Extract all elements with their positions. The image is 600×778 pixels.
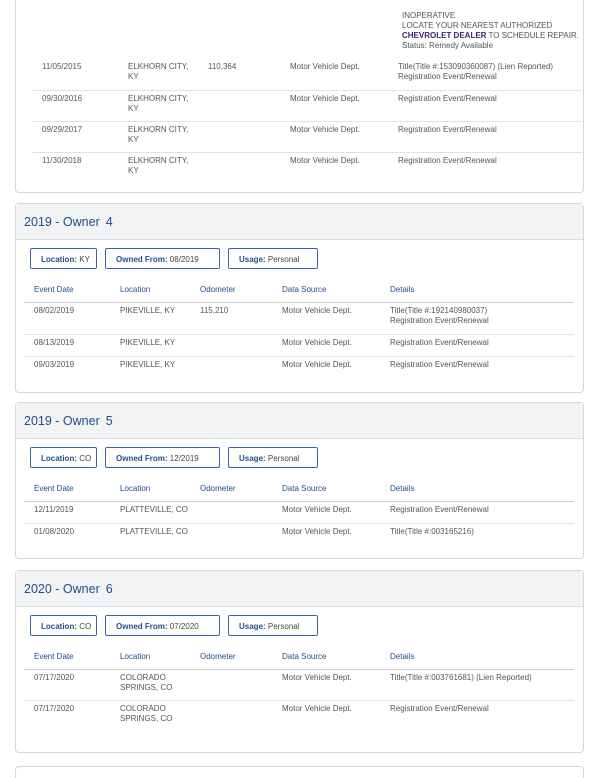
usage-pill: Usage: Personal xyxy=(228,248,318,269)
next-owner-card-edge xyxy=(15,766,584,778)
details-cell: Title(Title #:003165216) xyxy=(390,526,474,536)
column-header: Event Date xyxy=(24,645,110,669)
table-row xyxy=(24,334,574,356)
column-header: Odometer xyxy=(190,278,272,302)
details-cell: Title(Title #:003761681) (Lien Reported) xyxy=(380,669,574,700)
details-cell: Registration Event/Renewal xyxy=(388,90,582,121)
owner-number: 5 xyxy=(105,413,113,428)
odometer-cell: 110,364 xyxy=(198,59,280,90)
event-date-cell: 01/08/2020 xyxy=(34,526,75,536)
table-row xyxy=(32,152,582,183)
odometer-cell xyxy=(190,501,272,523)
data-source-cell: Motor Vehicle Dept. xyxy=(282,526,352,536)
table-row xyxy=(32,59,582,90)
details-cell: Registration Event/Renewal xyxy=(380,334,574,356)
recall-status: Status: Remedy Available xyxy=(402,41,494,50)
table-row xyxy=(24,356,574,378)
data-source-cell: Motor Vehicle Dept. xyxy=(272,302,380,334)
event-date-cell: 09/29/2017 xyxy=(32,121,118,152)
event-date-cell: 08/13/2019 xyxy=(24,334,110,356)
table-row xyxy=(32,121,582,152)
column-header: Details xyxy=(380,645,574,669)
odometer-cell: 115,210 xyxy=(190,302,272,334)
column-header: Data Source xyxy=(272,477,380,501)
details-cell: Registration Event/Renewal xyxy=(398,155,497,165)
column-header: Event Date xyxy=(24,278,110,302)
odometer-cell xyxy=(198,152,280,183)
location-cell: PIKEVILLE, KY xyxy=(110,334,190,356)
table-header-row xyxy=(24,645,574,669)
owner-title: 2020 - Owner xyxy=(24,581,100,596)
column-header: Data Source xyxy=(272,278,380,302)
column-header: Odometer xyxy=(190,645,272,669)
column-header: Details xyxy=(380,477,574,501)
column-header: Odometer xyxy=(190,477,272,501)
location-cell: ELKHORN CITY, KY xyxy=(118,90,198,121)
event-date-cell: 09/30/2016 xyxy=(32,90,118,121)
details-cell: Title(Title #:192140980037) Registration Event/Renewal xyxy=(380,302,574,334)
owned-from-pill: Owned From: 08/2019 xyxy=(105,248,220,269)
location-cell: PLATTEVILLE, CO xyxy=(120,526,188,536)
odometer-cell xyxy=(190,334,272,356)
table-row xyxy=(24,669,574,700)
data-source-cell: Motor Vehicle Dept. xyxy=(280,59,388,90)
data-source-cell: Motor Vehicle Dept. xyxy=(282,359,352,369)
table-row xyxy=(24,523,574,545)
location-cell: ELKHORN CITY, KY xyxy=(128,155,189,175)
owner-header xyxy=(16,571,583,607)
data-source-cell: Motor Vehicle Dept. xyxy=(290,155,360,165)
table-header-row xyxy=(24,477,574,501)
history-table xyxy=(24,477,574,545)
owner-title: 2019 - Owner xyxy=(24,413,100,428)
location-pill: Location: CO xyxy=(30,615,97,636)
history-table xyxy=(24,645,574,731)
data-source-cell: Motor Vehicle Dept. xyxy=(282,703,352,713)
event-date-cell: 12/11/2019 xyxy=(24,501,110,523)
table-row xyxy=(32,90,582,121)
history-table xyxy=(32,59,582,183)
event-date-cell: 11/05/2015 xyxy=(32,59,118,90)
location-cell: ELKHORN CITY, KY xyxy=(118,121,198,152)
data-source-cell: Motor Vehicle Dept. xyxy=(272,334,380,356)
owner-header xyxy=(16,204,583,240)
usage-pill: Usage: Personal xyxy=(228,615,318,636)
owned-from-pill: Owned From: 07/2020 xyxy=(105,615,220,636)
odometer-cell xyxy=(190,700,272,731)
owner-card xyxy=(15,203,584,393)
data-source-cell: Motor Vehicle Dept. xyxy=(280,90,388,121)
owner-number: 4 xyxy=(105,214,113,229)
location-cell: PLATTEVILLE, CO xyxy=(110,501,190,523)
data-source-cell: Motor Vehicle Dept. xyxy=(272,669,380,700)
location-cell: PIKEVILLE, KY xyxy=(110,302,190,334)
column-header: Data Source xyxy=(272,645,380,669)
column-header: Location xyxy=(110,477,190,501)
location-cell: ELKHORN CITY, KY xyxy=(118,59,198,90)
location-cell: COLORADO SPRINGS, CO xyxy=(110,669,190,700)
location-cell: PIKEVILLE, KY xyxy=(120,359,176,369)
data-source-cell: Motor Vehicle Dept. xyxy=(280,121,388,152)
column-header: Location xyxy=(110,645,190,669)
details-cell: Registration Event/Renewal xyxy=(390,703,489,713)
data-source-cell: Motor Vehicle Dept. xyxy=(272,501,380,523)
odometer-cell xyxy=(190,669,272,700)
recall-notice: INOPERATIVE LOCATE YOUR NEAREST AUTHORIZED CHEVROLET DEALER TO SCHEDULE REPAIR. Status: Remedy Available xyxy=(402,11,579,50)
details-cell: Registration Event/Renewal xyxy=(388,121,582,152)
event-date-cell: 11/30/2018 xyxy=(42,155,82,165)
table-row xyxy=(24,501,574,523)
event-date-cell: 07/17/2020 xyxy=(24,669,110,700)
event-date-cell: 09/03/2019 xyxy=(34,359,75,369)
owner-card xyxy=(15,402,584,559)
owner-number: 6 xyxy=(105,581,113,596)
odometer-cell xyxy=(190,356,272,378)
table-row xyxy=(24,700,574,731)
column-header: Details xyxy=(380,278,574,302)
odometer-cell xyxy=(190,523,272,545)
owner-title: 2019 - Owner xyxy=(24,214,100,229)
details-cell: Registration Event/Renewal xyxy=(380,501,574,523)
usage-pill: Usage: Personal xyxy=(228,447,318,468)
previous-owner-card xyxy=(15,0,584,193)
location-cell: COLORADO SPRINGS, CO xyxy=(120,703,173,723)
owner-header xyxy=(16,403,583,439)
table-row xyxy=(24,302,574,334)
dealer-link[interactable]: CHEVROLET DEALER xyxy=(402,31,487,40)
event-date-cell: 08/02/2019 xyxy=(24,302,110,334)
owner-card xyxy=(15,570,584,753)
column-header: Location xyxy=(110,278,190,302)
table-header-row xyxy=(24,278,574,302)
owner-summary-pills xyxy=(16,439,583,468)
owned-from-pill: Owned From: 12/2019 xyxy=(105,447,220,468)
owner-summary-pills xyxy=(16,607,583,636)
details-cell: Title(Title #:153090360087) (Lien Reported) Registration Event/Renewal xyxy=(388,59,582,90)
location-pill: Location: KY xyxy=(30,248,97,269)
event-date-cell: 07/17/2020 xyxy=(34,703,75,713)
details-cell: Registration Event/Renewal xyxy=(390,359,489,369)
history-table xyxy=(24,278,574,378)
column-header: Event Date xyxy=(24,477,110,501)
owner-summary-pills xyxy=(16,240,583,269)
odometer-cell xyxy=(198,121,280,152)
odometer-cell xyxy=(198,90,280,121)
location-pill: Location: CO xyxy=(30,447,97,468)
